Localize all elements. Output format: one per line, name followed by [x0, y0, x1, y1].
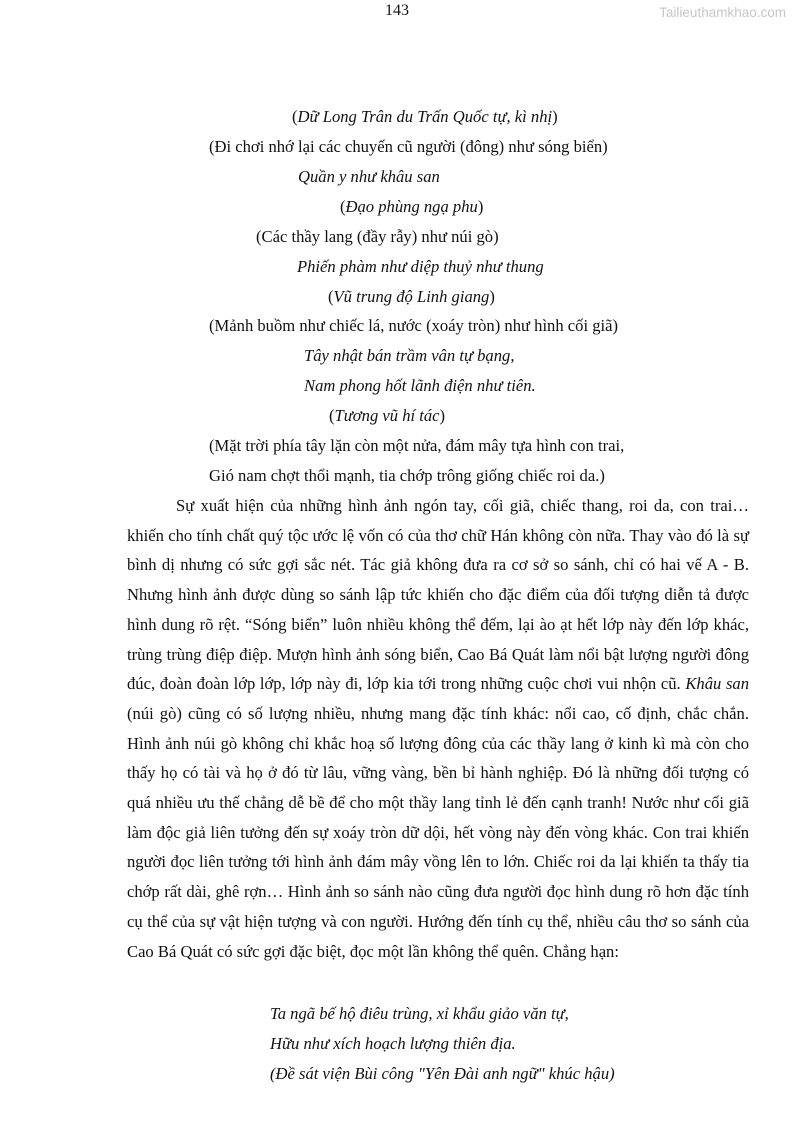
body-text: (núi gò) cũng có số lượng nhiều, nhưng mang đặc tính khác: nổi cao, cố định, chắc chắn. Hình ảnh núi gò không chỉ khắc hoạ số lượng đông của các thầy lang ở kinh kì mà còn cho thấy họ có tài và họ ở đó từ lâu, vững vàng, bền bỉ hành nghiệp. Đó là những đối tượng có quá nhiều ưu thế chẳng dễ bề để cho một thầy lang tỉnh lẻ đến cạnh tranh! Nước như cối giã làm độc giả liên tưởng đến sự xoáy tròn dữ dội, hết vòng này đến vòng khác. Con trai khiến người đọc liên tưởng tới hình ảnh đám mây vồng lên to lớn. Chiếc roi da lại khiến ta thấy tia chớp rất dài, ghê rợn… Hình ảnh so sánh nào cũng đưa người đọc hình dung rõ hơn đặc tính cụ thể của sự vật hiện tượng và con người. Hướng đến tính cụ thể, nhiều câu thơ so sánh của Cao Bá Quát có sức gợi đặc biệt, đọc một lần không thể quên. Chẳng hạn: [127, 703, 749, 961]
poem-title-text: Dữ Long Trân du Trấn Quốc tự, kì nhị [297, 107, 553, 126]
paren-open: ( [340, 197, 346, 216]
poem-translation: Gió nam chợt thổi mạnh, tia chớp trông giống chiếc roi da.) [209, 466, 605, 485]
poem-line: Ta ngã bế hộ điêu trùng, xỉ khẩu giảo văn tự, [270, 1004, 569, 1023]
poem-title [292, 107, 558, 127]
poem-line: Nam phong hốt lãnh điện như tiên. [304, 376, 536, 395]
poem-line: Quần y như khâu san [298, 167, 440, 186]
body-italic-term: Khâu san [685, 674, 749, 694]
poem-title [328, 287, 495, 307]
paren-open: ( [329, 406, 335, 425]
poem-line: Phiến phàm như diệp thuỷ như thung [297, 257, 544, 276]
poem-title [329, 406, 445, 426]
paren-close: ) [439, 406, 446, 425]
body-text: Sự xuất hiện của những hình ảnh ngón tay, cối giã, chiếc thang, roi da, con trai… khiến cho tính chất quý tộc ước lệ vốn có của thơ chữ Hán không còn nữa. Thay vào đó là sự bình dị nhưng có sức gợi sắc nét. Tác giả không đưa ra cơ sở so sánh, chỉ có hai vế A - B. Nhưng hình ảnh được dùng so sánh lập tức khiến cho đặc điểm của đối tượng diễn tả được hình dung rõ rệt. “Sóng biển” luôn nhiều không thể đếm, lại ào ạt hết lớp này đến lớp khác, trùng trùng điệp điệp. Mượn hình ảnh sóng biển, Cao Bá Quát làm nổi bật lượng người đông đúc, đoàn đoàn lớp lớp, lớp này đi, lớp kia tới trong những cuộc chơi vui nhộn cũ. [127, 496, 749, 694]
poem-line: Tây nhật bán trầm vân tự bạng, [304, 346, 515, 365]
paren-close: ) [477, 197, 484, 216]
poem-line: Hữu như xích hoạch lượng thiên địa. [270, 1034, 516, 1053]
paren-close: ) [552, 107, 558, 126]
poem-title-text: Tương vũ hí tác [334, 406, 440, 425]
body-paragraph [127, 491, 749, 966]
page-number: 143 [385, 2, 409, 19]
watermark: Tailieuthamkhao.com [659, 5, 786, 20]
paren-open: ( [328, 287, 334, 306]
poem-translation: (Mặt trời phía tây lặn còn một nửa, đám mây tựa hình con trai, [209, 436, 625, 455]
paren-open: ( [292, 107, 298, 126]
poem-translation: (Các thầy lang (đầy rẫy) như núi gò) [256, 227, 499, 246]
poem-title-text: Vũ trung độ Linh giang [333, 287, 490, 306]
paren-close: ) [489, 287, 495, 306]
poem-translation: (Mảnh buồm như chiếc lá, nước (xoáy tròn) như hình cối giã) [209, 316, 619, 335]
poem-title-text: Đạo phùng ngạ phu [345, 197, 478, 216]
poem-translation: (Đi chơi nhớ lại các chuyến cũ người (đông) như sóng biển) [209, 137, 608, 156]
poem-title [340, 197, 483, 217]
poem-citation: (Đề sát viện Bùi công "Yên Đài anh ngữ" khúc hậu) [270, 1064, 615, 1083]
